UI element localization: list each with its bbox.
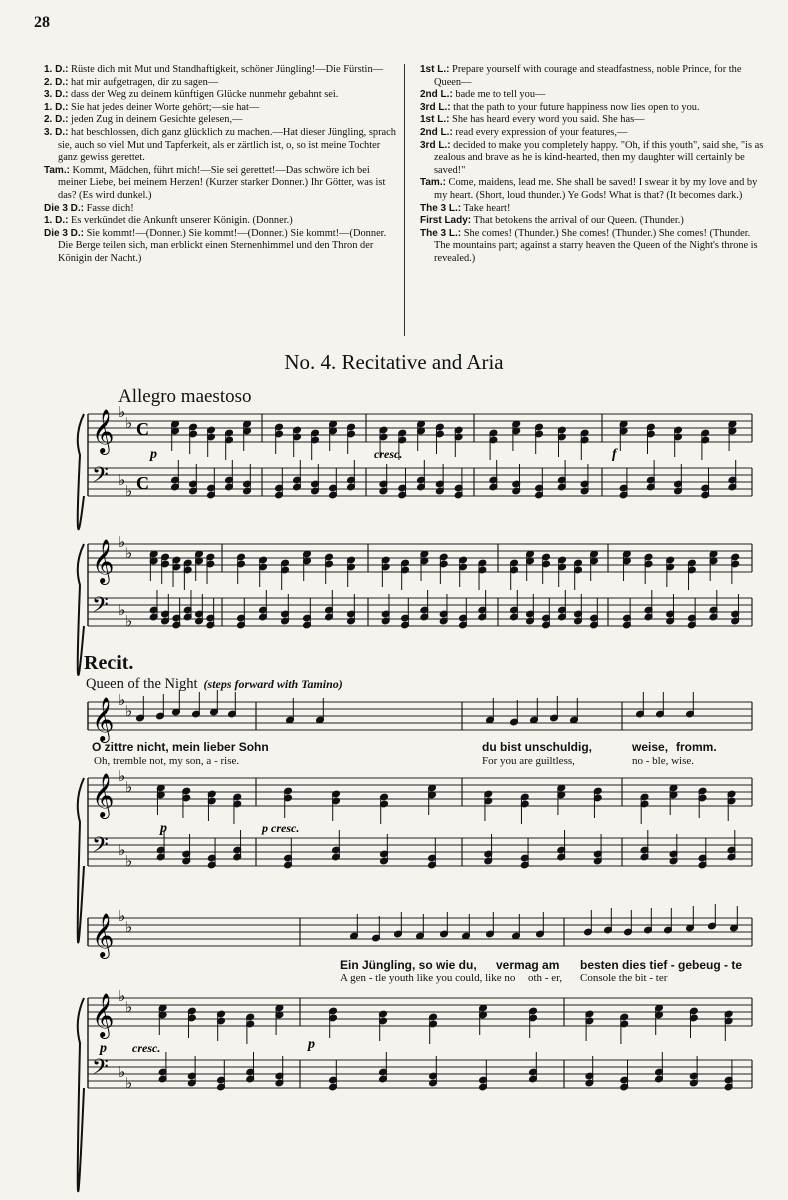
dynamic-marking: f xyxy=(612,447,617,462)
speaker-label: First Lady: xyxy=(420,215,472,227)
lyric-en: no - ble, wise. xyxy=(632,755,695,767)
speaker-label: 1. D.: xyxy=(44,215,69,227)
speaker-label: 3. D.: xyxy=(44,126,69,138)
brace xyxy=(78,998,84,1191)
flat-sign: ♭ xyxy=(125,482,133,500)
speaker-label: Tam.: xyxy=(44,164,70,176)
flat-sign: ♭ xyxy=(125,612,133,630)
brace xyxy=(78,414,84,529)
lyric-de: besten dies tief - gebeug - te xyxy=(580,958,743,972)
speech-text: that the path to your future happiness now lies open to you. xyxy=(450,101,700,113)
singer-name: Queen of the Night xyxy=(86,676,198,692)
dynamic-marking: p xyxy=(100,1041,107,1056)
lyric-en: For you are guiltless, xyxy=(482,755,575,767)
flat-sign: ♭ xyxy=(118,987,126,1005)
brace xyxy=(78,544,84,675)
treble-clef: 𝄞 xyxy=(92,697,115,741)
speaker-label: 2nd L.: xyxy=(420,126,453,138)
speech-text: That betokens the arrival of our Queen. (Thunder.) xyxy=(471,215,684,227)
speaker-label: The 3 L.: xyxy=(420,202,462,214)
speaker-label: 2. D.: xyxy=(44,114,69,126)
treble-clef: 𝄞 xyxy=(92,773,115,817)
brace xyxy=(78,778,84,942)
bass-clef: 𝄢 xyxy=(92,593,109,623)
tempo-marking: Allegro maestoso xyxy=(118,386,252,407)
flat-sign: ♭ xyxy=(118,471,126,489)
flat-sign: ♭ xyxy=(118,907,126,925)
treble-clef: 𝄞 xyxy=(92,539,115,583)
flat-sign: ♭ xyxy=(125,702,133,720)
dynamic-marking: cresc. xyxy=(374,447,403,461)
speaker-label: 1. D.: xyxy=(44,101,69,113)
speaker-label: 3rd L.: xyxy=(420,101,451,113)
dynamic-marking: cresc. xyxy=(132,1041,161,1055)
lyric-de: O zittre nicht, mein lieber Sohn xyxy=(92,740,269,754)
flat-sign: ♭ xyxy=(125,544,133,562)
flat-sign: ♭ xyxy=(125,414,133,432)
speaker-label: 3rd L.: xyxy=(420,139,451,151)
flat-sign: ♭ xyxy=(118,1063,126,1081)
piece-title: No. 4. Recitative and Aria xyxy=(284,350,504,374)
speech-text: Sie hat jedes deiner Worte gehört;—sie hat— xyxy=(68,101,260,113)
speech-text: dass der Weg zu deinem künftigen Glücke nunmehr gebahnt sei. xyxy=(68,89,339,101)
speaker-label: 1st L.: xyxy=(420,114,450,126)
recit-label: Recit. xyxy=(84,652,134,674)
flat-sign: ♭ xyxy=(118,841,126,859)
dynamic-marking: p cresc. xyxy=(262,821,300,835)
flat-sign: ♭ xyxy=(125,998,133,1016)
speech-text: hat mir aufgetragen, dir zu sagen— xyxy=(68,76,219,88)
speaker-label: Die 3 D.: xyxy=(44,202,85,214)
speech-text: She comes! (Thunder.) She comes! (Thunder.) She comes! (Thunder. The mountains part; against a starry heaven the Queen of the Night's throne is revealed.) xyxy=(434,227,758,264)
speech-text: Prepare yourself with courage and steadfastness, noble Prince, for the Queen— xyxy=(434,64,742,88)
flat-sign: ♭ xyxy=(118,403,126,421)
time-signature: C xyxy=(136,473,149,493)
speaker-label: 2. D.: xyxy=(44,76,69,88)
treble-clef: 𝄞 xyxy=(92,409,115,453)
stage-direction: (steps forward with Tamino) xyxy=(203,677,343,691)
speaker-label: 1. D.: xyxy=(44,64,69,75)
speech-text: Es verkündet die Ankunft unserer Königin. (Donner.) xyxy=(68,215,293,227)
flat-sign: ♭ xyxy=(125,918,133,936)
speech-text: She has heard every word you said. She has— xyxy=(449,114,645,126)
speech-text: Take heart! xyxy=(461,202,511,214)
flat-sign: ♭ xyxy=(118,767,126,785)
treble-clef: 𝄞 xyxy=(92,913,115,957)
speaker-label: The 3 L.: xyxy=(420,227,462,239)
lyric-de: du bist unschuldig, xyxy=(482,740,592,754)
lyric-de: weise, xyxy=(632,740,669,754)
bass-clef: 𝄢 xyxy=(92,833,109,863)
speech-text: Rüste dich mit Mut und Standhaftigkeit, schöner Jüngling!—Die Fürstin— xyxy=(68,64,384,75)
speaker-label: 2nd L.: xyxy=(420,89,453,101)
speech-text: hat beschlossen, dich ganz glücklich zu machen.—Hat dieser Jüngling, sprach sie, auch so viel Mut und Tapferkeit, als er zärtlich ist, o, so ist meine Tochter ganz gewiss gerettet. xyxy=(58,126,396,164)
dynamic-marking: p xyxy=(150,447,157,462)
time-signature: C xyxy=(136,419,149,439)
dynamic-marking: p xyxy=(160,821,167,836)
speech-text: read every expression of your features,— xyxy=(452,126,628,138)
lyric-de: fromm. xyxy=(676,740,717,754)
flat-sign: ♭ xyxy=(118,691,126,709)
page-number: 28 xyxy=(34,14,50,31)
flat-sign: ♭ xyxy=(125,852,133,870)
speech-text: Come, maidens, lead me. She shall be saved! I swear it by my love and by my heart. (Short, loud thunder.) Ye Gods! What is that? (It becomes dark.) xyxy=(434,177,758,201)
lyric-de: Ein Jüngling, so wie du, xyxy=(340,958,477,972)
flat-sign: ♭ xyxy=(125,1074,133,1092)
dynamic-marking: p xyxy=(308,1037,315,1052)
treble-clef: 𝄞 xyxy=(92,993,115,1037)
bass-clef: 𝄢 xyxy=(92,463,109,493)
speech-text: decided to make you completely happy. "Oh, if this youth", said she, "is as zealous and brave as he is kind-hearted, then my daughter will certainly be saved!" xyxy=(434,139,764,176)
lyric-en: Console the bit - ter xyxy=(580,972,668,984)
bass-clef: 𝄢 xyxy=(92,1055,109,1085)
speech-text: Kommt, Mädchen, führt mich!—Sie sei gerettet!—Das schwöre ich bei meiner Liebe, bei meinem Herzen! (Kurzer starker Donner.) Ihr Götter, was ist das? (Es wird dunkel.) xyxy=(58,164,386,201)
speaker-label: 1st L.: xyxy=(420,64,450,75)
speech-text: bade me to tell you— xyxy=(452,89,546,101)
speaker-label: 3. D.: xyxy=(44,89,69,101)
speech-text: jeden Zug in deinem Gesichte gelesen,— xyxy=(68,114,243,126)
speaker-label: Die 3 D.: xyxy=(44,227,85,239)
speech-text: Sie kommt!—(Donner.) Sie kommt!—(Donner.) Sie kommt!—(Donner. Die Berge teilen sich, man erblickt einen Sternenhimmel und den Thron der Königin der Nacht.) xyxy=(58,227,387,264)
speaker-label: Tam.: xyxy=(420,177,446,189)
flat-sign: ♭ xyxy=(125,778,133,796)
flat-sign: ♭ xyxy=(118,601,126,619)
lyric-en: oth - er, xyxy=(528,972,563,984)
speech-text: Fasse dich! xyxy=(84,202,134,214)
lyric-de: vermag am xyxy=(496,958,560,972)
lyric-en: A gen - tle youth like you could, like no xyxy=(340,972,516,984)
flat-sign: ♭ xyxy=(118,533,126,551)
lyric-en: Oh, tremble not, my son, a - rise. xyxy=(94,755,240,767)
